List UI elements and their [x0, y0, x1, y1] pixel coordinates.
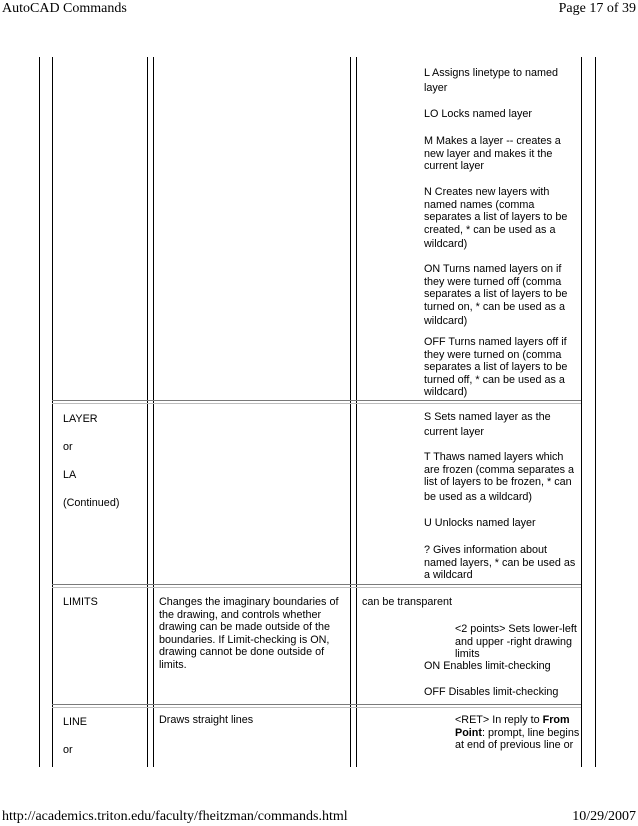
- print-date: 10/29/2007: [572, 809, 636, 824]
- column-divider: [153, 57, 154, 767]
- source-url[interactable]: http://academics.triton.edu/faculty/fheitzman/commands.html: [2, 809, 348, 824]
- option-t: T Thaws named layers which are frozen (comma separates a list of layers to be frozen, * can be used as a wildcard): [424, 451, 575, 503]
- column-divider: [147, 57, 148, 767]
- row-separator: [52, 400, 581, 401]
- option-l: L Assigns linetype to named layer: [424, 67, 559, 94]
- command-description: Draws straight lines: [159, 714, 254, 726]
- option-m: M Makes a layer -- creates a new layer and makes it the current layer: [424, 135, 561, 173]
- command-or: or: [63, 744, 73, 756]
- command-name: LINE: [63, 716, 88, 728]
- command-description: Changes the imaginary boundaries of the drawing, and controls whether drawing can be made outside of the boundaries. If Limit-checking is ON, drawing cannot be done outside of limits.: [159, 596, 339, 671]
- table-border-right-inner: [581, 57, 582, 767]
- command-name: LAYER: [63, 413, 98, 425]
- option-u: U Unlocks named layer: [424, 517, 536, 529]
- option-ret: <RET> In reply to From Point: prompt, line begins at end of previous line or: [455, 714, 580, 752]
- option-query: ? Gives information about named layers, * can be used as a wildcard: [424, 544, 576, 582]
- row-separator: [52, 587, 581, 588]
- option-on: ON Enables limit-checking: [424, 660, 551, 672]
- option-on: ON Turns named layers on if they were turned off (comma separates a list of layers to be turned on, * can be used as a wildcard): [424, 263, 568, 328]
- command-alias: LA: [63, 469, 77, 481]
- page-number: Page 17 of 39: [558, 1, 636, 16]
- command-name: LIMITS: [63, 596, 98, 608]
- command-or: or: [63, 441, 73, 453]
- option-s: S Sets named layer as the current layer: [424, 411, 551, 438]
- option-lo: LO Locks named layer: [424, 108, 533, 120]
- transparent-note: can be transparent: [362, 596, 453, 608]
- continued-label: (Continued): [63, 497, 120, 509]
- option-n: N Creates new layers with named names (comma separates a list of layers to be created, * can be used as a wildcard): [424, 186, 568, 251]
- table-border-right-outer: [595, 57, 596, 767]
- option-off: OFF Disables limit-checking: [424, 686, 559, 698]
- table-border-left-outer: [39, 57, 40, 767]
- row-separator: [52, 704, 581, 705]
- row-separator: [52, 584, 581, 585]
- column-divider: [356, 57, 357, 767]
- option-off: OFF Turns named layers off if they were turned on (comma separates a list of layers to be turned off, * can be used as a wildcard): [424, 336, 568, 399]
- table-border-left-inner: [52, 57, 53, 767]
- column-divider: [350, 57, 351, 767]
- option-points: <2 points> Sets lower-left and upper -right drawing limits: [455, 623, 577, 661]
- row-separator: [52, 403, 581, 404]
- row-separator: [52, 707, 581, 708]
- document-title: AutoCAD Commands: [2, 1, 127, 16]
